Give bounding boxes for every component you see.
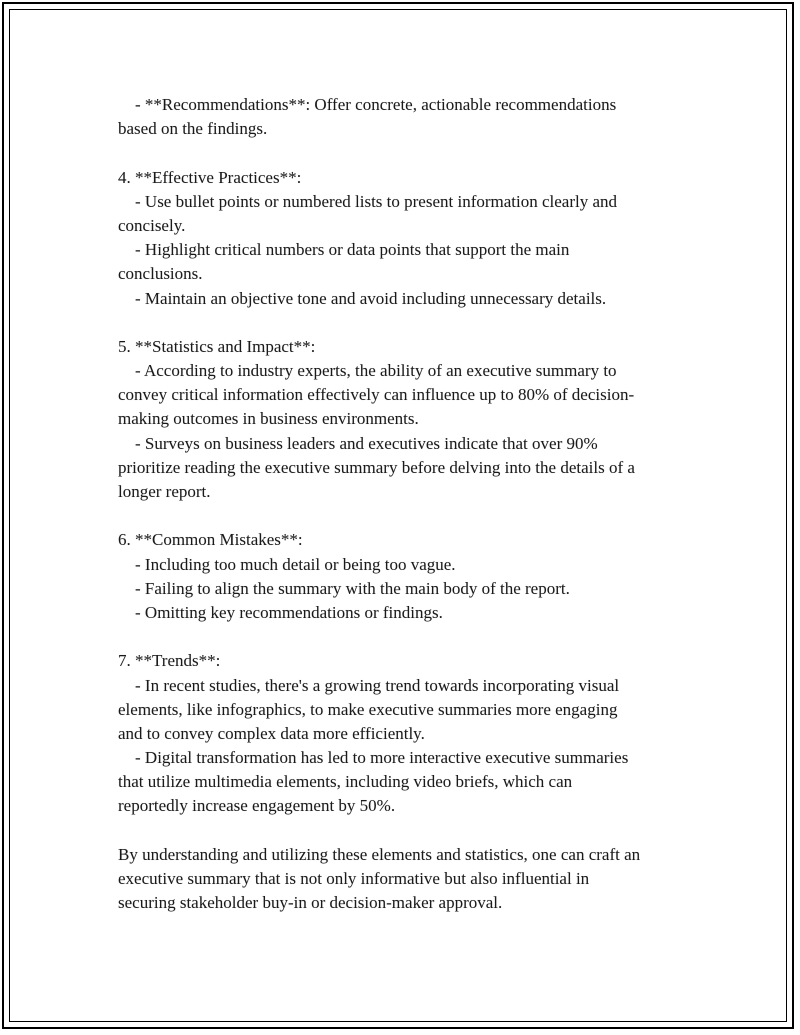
section-heading: 5. **Statistics and Impact**: — [118, 336, 316, 356]
text-line: By understanding and utilizing these elements and statistics, one can craft an — [118, 844, 641, 864]
section-heading: 4. **Effective Practices**: — [118, 167, 302, 187]
text-line: - Including too much detail or being too vague. — [118, 554, 456, 574]
text-line: that utilize multimedia elements, including video briefs, which can — [118, 772, 573, 792]
text-line: elements, like infographics, to make executive summaries more engaging — [118, 699, 618, 719]
text-line: - Use bullet points or numbered lists to present information clearly and — [118, 191, 618, 211]
text-line: securing stakeholder buy-in or decision-maker approval. — [118, 893, 503, 913]
text-line: - **Recommendations**: Offer concrete, actionable recommendations — [118, 95, 617, 114]
text-line: prioritize reading the executive summary before delving into the details of a — [118, 457, 635, 477]
text-line: - Highlight critical numbers or data points that support the main — [118, 240, 570, 260]
text-line: based on the findings. — [118, 119, 268, 139]
text-line: - Omitting key recommendations or findings. — [118, 602, 443, 622]
text-line: - Failing to align the summary with the main body of the report. — [118, 578, 570, 598]
text-line: executive summary that is not only informative but also influential in — [118, 869, 590, 888]
blank-line — [118, 311, 690, 335]
text-line: - Maintain an objective tone and avoid including unnecessary details. — [118, 288, 607, 308]
text-line: - According to industry experts, the ability of an executive summary to — [118, 361, 617, 381]
text-line: conclusions. — [118, 264, 203, 284]
text-line: - Digital transformation has led to more interactive executive summaries — [118, 748, 629, 768]
text-line: - In recent studies, there's a growing trend towards incorporating visual — [118, 675, 620, 695]
blank-line — [118, 819, 690, 843]
text-line: and to convey complex data more efficiently. — [118, 723, 425, 743]
text-line: convey critical information effectively can influence up to 80% of decision- — [118, 385, 635, 405]
blank-line — [118, 625, 690, 649]
section-heading: 6. **Common Mistakes**: — [118, 530, 303, 550]
section-heading: 7. **Trends**: — [118, 651, 221, 671]
text-line: reportedly increase engagement by 50%. — [118, 796, 396, 816]
document-body — [118, 93, 690, 915]
text-line: longer report. — [118, 482, 211, 501]
blank-line — [118, 504, 690, 528]
text-line: - Surveys on business leaders and executives indicate that over 90% — [118, 433, 598, 453]
text-line: making outcomes in business environments. — [118, 409, 419, 429]
blank-line — [118, 141, 690, 165]
text-line: concisely. — [118, 215, 186, 235]
